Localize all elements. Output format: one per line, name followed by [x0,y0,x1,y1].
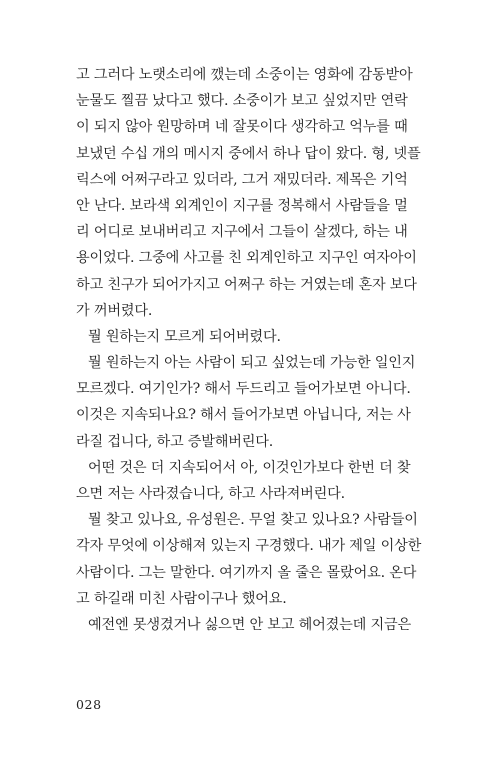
text-line: 가 꺼버렸다. [76,302,153,319]
text-line: 눈물도 찔끔 났다고 했다. 소중이가 보고 싶었지만 연락 [76,93,408,110]
text-line: 각자 무엇에 이상해져 있는지 구경했다. 내가 제일 이상한 [76,538,422,555]
text-line: 안 난다. 보라색 외계인이 지구를 정복해서 사람들을 멀 [76,197,408,214]
text-line: 라질 겁니다, 하고 증발해버린다. [76,433,274,450]
text-line: 보냈던 수십 개의 메시지 중에서 하나 답이 왔다. 형, 넷플 [76,145,421,162]
text-line: 용이었다. 그중에 사고를 친 외계인하고 지구인 여자아이 [76,250,417,267]
text-line: 고 하길래 미친 사람이구나 했어요. [76,590,287,607]
text-line: 사람이다. 그는 말한다. 여기까지 올 줄은 몰랐어요. 온다 [76,564,417,581]
page-number: 028 [76,697,102,712]
text-line: 릭스에 어쩌구라고 있더라, 그거 재밌더라. 제목은 기억 [76,171,408,188]
text-line: 뭘 원하는지 아는 사람이 되고 싶었는데 가능한 일인지 [88,355,416,372]
text-line: 고 그러다 노랫소리에 깼는데 소중이는 영화에 감동받아 [76,67,413,83]
text-line: 뭘 찾고 있나요, 유성원은. 무얼 찾고 있나요? 사람들이 [88,512,418,529]
text-line: 이것은 지속되나요? 해서 들어가보면 아닙니다, 저는 사 [76,407,411,424]
text-line: 리 어디로 보내버리고 지구에서 그들이 살겠다, 하는 내 [76,224,408,241]
text-line: 뭘 원하는지 모르게 되어버렸다. [88,328,281,345]
text-line: 하고 친구가 되어가지고 어쩌구 하는 거였는데 혼자 보다 [76,276,417,293]
text-line: 예전엔 못생겼거나 싫으면 안 보고 헤어졌는데 지금은 [88,616,411,633]
text-line: 모르겠다. 여기인가? 해서 두드리고 들어가보면 아니다. [76,381,411,398]
body-text [76,62,428,638]
text-line: 어떤 것은 더 지속되어서 아, 이것인가보다 한번 더 찾 [88,459,411,476]
text-line: 이 되지 않아 원망하며 네 잘못이다 생각하고 억누를 때 [76,119,408,136]
text-line: 으면 저는 사라졌습니다, 하고 사라져버린다. [76,486,345,502]
